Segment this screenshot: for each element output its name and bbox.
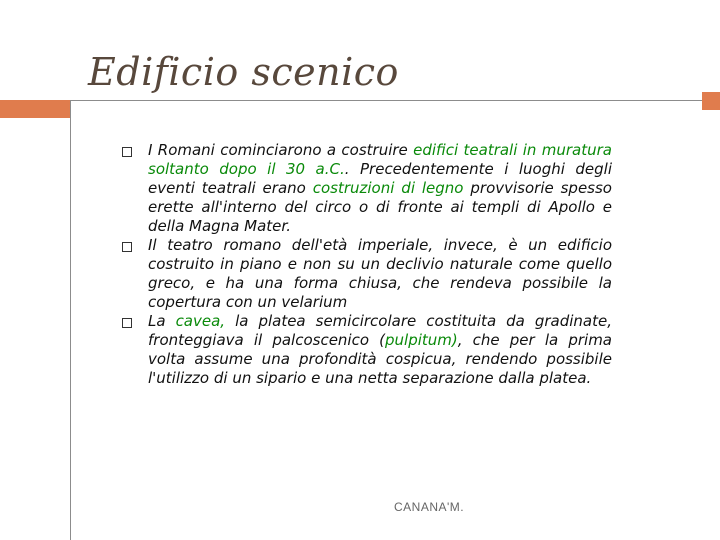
highlighted-text: edifici teatrali in muratura soltanto dopo il 30 a.C. bbox=[148, 141, 612, 178]
footer-text: CANANA'M. bbox=[394, 500, 465, 514]
left-divider bbox=[70, 100, 71, 540]
square-bullet-icon bbox=[122, 147, 132, 157]
bullet-text: , che per la prima volta assume una profondità cospicua, rendendo possibile l'utilizzo di un sipario e una netta separazione dalla platea. bbox=[148, 331, 612, 387]
highlighted-text: cavea, bbox=[175, 312, 226, 330]
bullet-text: provvisorie spesso erette all'interno del circo o di fronte ai templi di Apollo e della Magna Mater. bbox=[148, 179, 612, 235]
bullet-item bbox=[148, 236, 612, 312]
header-divider bbox=[0, 100, 702, 101]
bullet-list bbox=[148, 141, 612, 388]
bullet-text: . Precedentemente i luoghi degli eventi teatrali erano bbox=[148, 160, 612, 197]
bullet-item bbox=[148, 141, 612, 236]
square-bullet-icon bbox=[122, 318, 132, 328]
bullet-text: Il teatro romano dell'età imperiale, invece, è un edificio costruito in piano e non su un declivio naturale come quello greco, e ha una forma chiusa, che rendeva possibile la copertura con un velarium bbox=[148, 236, 612, 311]
highlighted-text: pulpitum) bbox=[385, 331, 458, 349]
highlighted-text: costruzioni di legno bbox=[312, 179, 464, 197]
bullet-text: I Romani cominciarono a costruire bbox=[148, 141, 414, 159]
bullet-text: La bbox=[148, 312, 176, 330]
bullet-item bbox=[148, 312, 612, 388]
bullet-text: la platea semicircolare costituita da gradinate, fronteggiava il palcoscenico ( bbox=[148, 312, 612, 349]
square-bullet-icon bbox=[122, 242, 132, 252]
accent-square bbox=[702, 92, 720, 110]
accent-bar bbox=[0, 100, 70, 118]
slide-title: Edificio scenico bbox=[88, 50, 399, 94]
